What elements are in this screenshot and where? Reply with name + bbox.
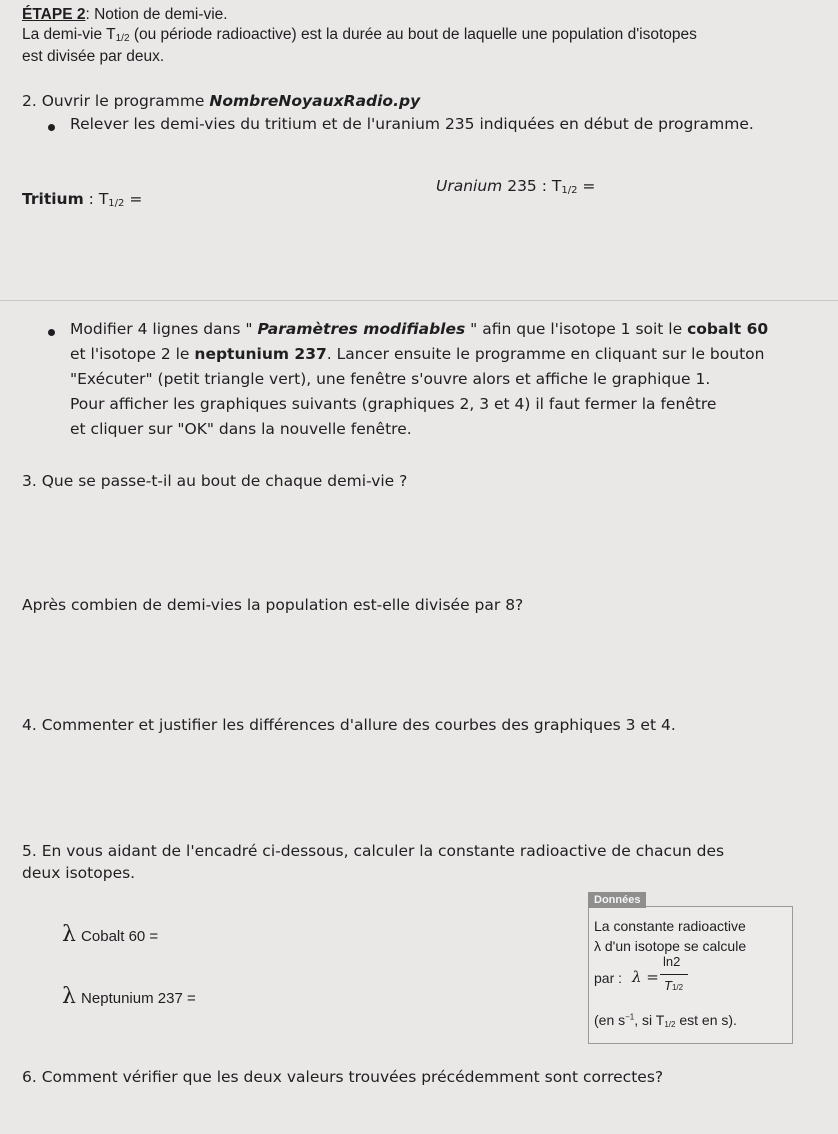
box-l4-b: , si T <box>634 1012 665 1028</box>
box-l4-sup: −1 <box>625 1012 635 1022</box>
lambda-symbol: λ <box>62 984 76 1009</box>
tritium-answer-line <box>22 190 142 209</box>
bullet-2 <box>48 329 55 336</box>
b2-neptunium: neptunium 237 <box>194 345 327 363</box>
b2-cobalt: cobalt 60 <box>687 320 769 338</box>
q2-bullet-2-line5: et cliquer sur "OK" dans la nouvelle fenêtre. <box>70 420 412 438</box>
box-line4 <box>594 1012 737 1029</box>
q2-prefix: 2. Ouvrir le programme <box>22 92 210 110</box>
question-4: 4. Commenter et justifier les différences d'allure des courbes des graphiques 3 et 4. <box>22 716 676 734</box>
def-text-a: La demi-vie T <box>22 26 116 43</box>
q2-bullet-2-line1 <box>70 320 768 338</box>
b2-l2-a: et l'isotope 2 le <box>70 345 195 363</box>
question-6: 6. Comment vérifier que les deux valeurs trouvées précédemment sont correctes? <box>22 1068 664 1086</box>
formula-denominator <box>664 978 683 993</box>
q2-bullet-2-line2 <box>70 345 764 363</box>
question-2 <box>22 92 420 110</box>
formula-fraction-bar <box>660 974 688 975</box>
half-life-definition-line1 <box>22 26 697 44</box>
box-line1: La constante radioactive <box>594 918 746 934</box>
separator-line <box>0 300 838 301</box>
neptunium-label: Neptunium 237 = <box>81 990 196 1007</box>
tritium-sub: 1/2 <box>108 198 125 209</box>
b2-a: Modifier 4 lignes dans " <box>70 320 258 338</box>
lambda-symbol: λ <box>62 922 76 947</box>
formula-numerator: ln2 <box>663 954 681 969</box>
donnees-tab: Données <box>588 892 646 908</box>
cobalt-answer-line <box>62 922 158 947</box>
tritium-eq-end: = <box>124 190 143 208</box>
formula-lambda: λ = <box>632 968 659 986</box>
b2-params: Paramètres modifiables <box>257 320 466 338</box>
half-life-definition-line2: est divisée par deux. <box>22 48 165 65</box>
def-sub: 1/2 <box>115 33 130 44</box>
b2-c: " afin que l'isotope 1 soit le <box>465 320 688 338</box>
question-5-line1: 5. En vous aidant de l'encadré ci-dessous, calculer la constante radioactive de chacun des <box>22 842 725 860</box>
question-3-sub: Après combien de demi-vies la population est-elle divisée par 8? <box>22 596 524 614</box>
def-text-b: (ou période radioactive) est la durée au bout de laquelle une population d'isotopes <box>129 26 697 43</box>
box-l4-a: (en s <box>594 1012 626 1028</box>
uranium-num: 235 : T <box>502 177 562 195</box>
q2-bullet-2-line3: "Exécuter" (petit triangle vert), une fenêtre s'ouvre alors et affiche le graphique 1. <box>70 370 711 388</box>
box-line2: λ d'un isotope se calcule <box>594 938 747 954</box>
formula-den-T: T <box>664 978 672 993</box>
b2-l2-c: . Lancer ensuite le programme en cliquant sur le bouton <box>326 345 765 363</box>
uranium-eq-end: = <box>577 177 596 195</box>
q2-bullet-2-line4: Pour afficher les graphiques suivants (graphiques 2, 3 et 4) il faut fermer la fenêtre <box>70 395 717 413</box>
box-l4-sub: 1/2 <box>664 1020 676 1029</box>
formula-den-sub: 1/2 <box>671 983 684 992</box>
tritium-eq: : T <box>83 190 109 208</box>
etape2-title: ÉTAPE 2 <box>22 6 86 23</box>
cobalt-label: Cobalt 60 = <box>81 928 159 945</box>
question-5-line2: deux isotopes. <box>22 864 136 882</box>
etape2-title-rest: : Notion de demi-vie. <box>85 6 228 23</box>
bullet-1 <box>48 124 55 131</box>
box-l4-c: est en s). <box>675 1012 737 1028</box>
program-name: NombreNoyauxRadio.py <box>209 92 421 110</box>
etape2-heading <box>22 6 228 24</box>
uranium-label: Uranium <box>436 177 503 195</box>
question-3: 3. Que se passe-t-il au bout de chaque demi-vie ? <box>22 472 408 490</box>
neptunium-answer-line <box>62 984 196 1009</box>
box-par: par : <box>594 970 623 986</box>
q2-bullet-1-text: Relever les demi-vies du tritium et de l'uranium 235 indiquées en début de programme. <box>70 115 754 133</box>
tritium-label: Tritium <box>22 190 84 208</box>
uranium-answer-line <box>436 177 595 196</box>
uranium-sub: 1/2 <box>561 185 578 196</box>
